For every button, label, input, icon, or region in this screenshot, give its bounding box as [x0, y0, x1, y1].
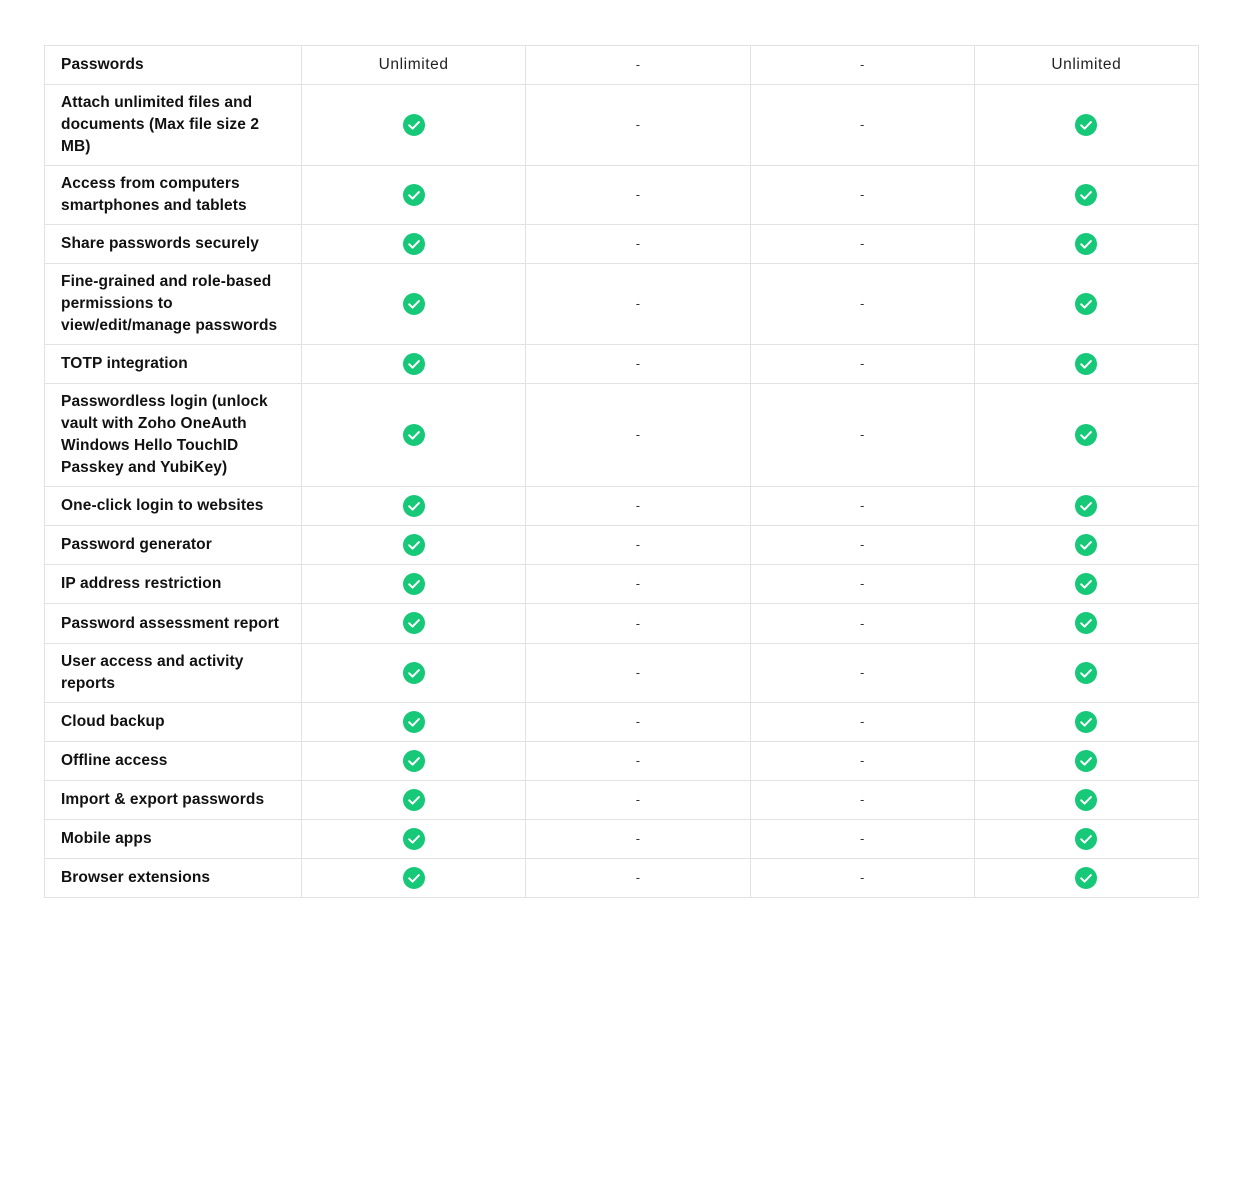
plan-value-cell [302, 264, 526, 345]
table-row [45, 487, 1199, 526]
plan-value-cell [526, 741, 750, 780]
feature-name-cell: One-click login to websites [45, 487, 302, 526]
not-included-dash: - [635, 57, 641, 72]
plan-value-cell [750, 565, 974, 604]
plan-value-cell [974, 604, 1198, 643]
feature-name-cell: Offline access [45, 741, 302, 780]
check-circle-icon [403, 353, 425, 375]
plan-value-cell [302, 780, 526, 819]
table-row [45, 345, 1199, 384]
not-included-dash: - [859, 296, 865, 312]
check-circle-icon [1075, 534, 1097, 556]
plan-value-cell [302, 526, 526, 565]
feature-name-cell: User access and activity reports [45, 643, 302, 702]
plan-value-cell [750, 225, 974, 264]
plan-value-text: Unlimited [378, 56, 449, 73]
feature-name-cell: Mobile apps [45, 819, 302, 858]
not-included-dash: - [859, 830, 865, 846]
table-row [45, 264, 1199, 345]
plan-value-cell [526, 384, 750, 487]
plan-value-cell [302, 643, 526, 702]
plan-value-cell [526, 702, 750, 741]
plan-value-cell [750, 487, 974, 526]
plan-value-cell [302, 565, 526, 604]
check-circle-icon [1075, 184, 1097, 206]
not-included-dash: - [859, 117, 865, 132]
plan-value-cell [302, 819, 526, 858]
plan-value-cell [974, 741, 1198, 780]
table-row [45, 643, 1199, 702]
plan-value-cell [750, 702, 974, 741]
check-circle-icon [403, 828, 425, 850]
feature-name-cell: Passwordless login (unlock vault with Zoho OneAuth Windows Hello TouchID Passkey and YubiKey) [45, 384, 302, 487]
plan-value-cell [302, 604, 526, 643]
plan-value-cell [526, 487, 750, 526]
not-included-dash: - [635, 615, 641, 631]
check-circle-icon [403, 233, 425, 255]
table-body [45, 46, 1199, 898]
plan-value-cell [750, 858, 974, 897]
table-row [45, 819, 1199, 858]
table-row [45, 46, 1199, 85]
plan-value-cell [526, 85, 750, 166]
not-included-dash: - [635, 427, 641, 443]
not-included-dash: - [859, 713, 865, 729]
table-row [45, 565, 1199, 604]
not-included-dash: - [859, 187, 865, 202]
check-circle-icon [1075, 789, 1097, 811]
feature-name-cell: Password assessment report [45, 604, 302, 643]
check-circle-icon [403, 867, 425, 889]
plan-value-cell [750, 264, 974, 345]
check-circle-icon [403, 424, 425, 446]
plan-value-cell [974, 384, 1198, 487]
check-circle-icon [403, 750, 425, 772]
check-circle-icon [1075, 828, 1097, 850]
plan-value-cell [750, 741, 974, 780]
not-included-dash: - [859, 427, 865, 443]
check-circle-icon [1075, 573, 1097, 595]
plan-value-cell [302, 225, 526, 264]
plan-value-cell [974, 780, 1198, 819]
feature-name-cell: Cloud backup [45, 702, 302, 741]
table-row [45, 702, 1199, 741]
plan-value-cell [974, 858, 1198, 897]
not-included-dash: - [635, 752, 641, 768]
not-included-dash: - [635, 187, 641, 202]
feature-name-cell: Access from computers smartphones and tablets [45, 166, 302, 225]
not-included-dash: - [635, 356, 641, 372]
check-circle-icon [403, 662, 425, 684]
check-circle-icon [403, 573, 425, 595]
plan-value-cell [974, 702, 1198, 741]
plan-value-cell [526, 225, 750, 264]
plan-value-cell [302, 345, 526, 384]
not-included-dash: - [859, 356, 865, 372]
check-circle-icon [1075, 867, 1097, 889]
plan-value-cell [302, 702, 526, 741]
plan-value-cell [526, 526, 750, 565]
not-included-dash: - [859, 664, 865, 680]
plan-value-cell [974, 225, 1198, 264]
not-included-dash: - [859, 537, 865, 553]
not-included-dash: - [859, 791, 865, 807]
plan-value-cell [526, 819, 750, 858]
plan-value-cell [526, 643, 750, 702]
check-circle-icon [1075, 424, 1097, 446]
plan-value-cell [526, 565, 750, 604]
not-included-dash: - [635, 236, 641, 252]
plan-value-cell [974, 166, 1198, 225]
check-circle-icon [1075, 114, 1097, 136]
check-circle-icon [1075, 293, 1097, 315]
plan-value-cell [974, 487, 1198, 526]
not-included-dash: - [635, 498, 641, 514]
plan-value-cell [750, 166, 974, 225]
check-circle-icon [403, 293, 425, 315]
not-included-dash: - [635, 296, 641, 312]
check-circle-icon [1075, 711, 1097, 733]
not-included-dash: - [635, 117, 641, 132]
plan-value-cell [750, 643, 974, 702]
feature-name-cell: Attach unlimited files and documents (Max file size 2 MB) [45, 85, 302, 166]
not-included-dash: - [859, 576, 865, 592]
plan-value-cell [750, 85, 974, 166]
plan-value-cell [302, 858, 526, 897]
plan-value-cell [750, 384, 974, 487]
feature-comparison-table [44, 45, 1199, 898]
table-row [45, 526, 1199, 565]
plan-value-cell [974, 46, 1198, 85]
plan-value-cell [750, 780, 974, 819]
check-circle-icon [403, 184, 425, 206]
feature-name-cell: TOTP integration [45, 345, 302, 384]
plan-value-cell [526, 780, 750, 819]
not-included-dash: - [635, 576, 641, 592]
plan-value-cell [750, 526, 974, 565]
plan-value-cell [974, 819, 1198, 858]
plan-value-cell [974, 643, 1198, 702]
plan-value-cell [526, 166, 750, 225]
feature-name-cell: Import & export passwords [45, 780, 302, 819]
not-included-dash: - [635, 664, 641, 680]
plan-value-cell [302, 46, 526, 85]
not-included-dash: - [859, 869, 865, 885]
table-row [45, 166, 1199, 225]
plan-value-cell [974, 526, 1198, 565]
table-row [45, 384, 1199, 487]
table-row [45, 604, 1199, 643]
check-circle-icon [1075, 495, 1097, 517]
not-included-dash: - [635, 713, 641, 729]
not-included-dash: - [859, 498, 865, 514]
check-circle-icon [403, 495, 425, 517]
check-circle-icon [403, 711, 425, 733]
table-row [45, 858, 1199, 897]
check-circle-icon [403, 612, 425, 634]
check-circle-icon [1075, 233, 1097, 255]
feature-name-cell: IP address restriction [45, 565, 302, 604]
plan-value-cell [302, 166, 526, 225]
feature-name-cell: Browser extensions [45, 858, 302, 897]
not-included-dash: - [635, 869, 641, 885]
table-row [45, 85, 1199, 166]
check-circle-icon [403, 534, 425, 556]
feature-name-cell: Passwords [45, 46, 302, 85]
table-row [45, 741, 1199, 780]
not-included-dash: - [859, 236, 865, 252]
plan-value-cell [302, 741, 526, 780]
not-included-dash: - [635, 537, 641, 553]
plan-value-cell [974, 264, 1198, 345]
plan-value-text: Unlimited [1051, 56, 1122, 73]
plan-value-cell [974, 85, 1198, 166]
plan-value-cell [750, 604, 974, 643]
plan-value-cell [526, 858, 750, 897]
plan-value-cell [750, 819, 974, 858]
check-circle-icon [1075, 662, 1097, 684]
check-circle-icon [403, 114, 425, 136]
plan-value-cell [974, 565, 1198, 604]
plan-value-cell [750, 46, 974, 85]
not-included-dash: - [859, 752, 865, 768]
check-circle-icon [403, 789, 425, 811]
plan-value-cell [302, 85, 526, 166]
feature-name-cell: Share passwords securely [45, 225, 302, 264]
table-row [45, 780, 1199, 819]
not-included-dash: - [859, 57, 865, 72]
plan-value-cell [526, 46, 750, 85]
check-circle-icon [1075, 750, 1097, 772]
not-included-dash: - [635, 791, 641, 807]
plan-value-cell [526, 264, 750, 345]
check-circle-icon [1075, 612, 1097, 634]
not-included-dash: - [859, 615, 865, 631]
plan-value-cell [526, 345, 750, 384]
plan-value-cell [526, 604, 750, 643]
plan-value-cell [302, 384, 526, 487]
not-included-dash: - [635, 830, 641, 846]
plan-value-cell [750, 345, 974, 384]
plan-value-cell [974, 345, 1198, 384]
feature-name-cell: Password generator [45, 526, 302, 565]
plan-value-cell [302, 487, 526, 526]
table-row [45, 225, 1199, 264]
check-circle-icon [1075, 353, 1097, 375]
feature-name-cell: Fine-grained and role-based permissions to view/edit/manage passwords [45, 264, 302, 345]
